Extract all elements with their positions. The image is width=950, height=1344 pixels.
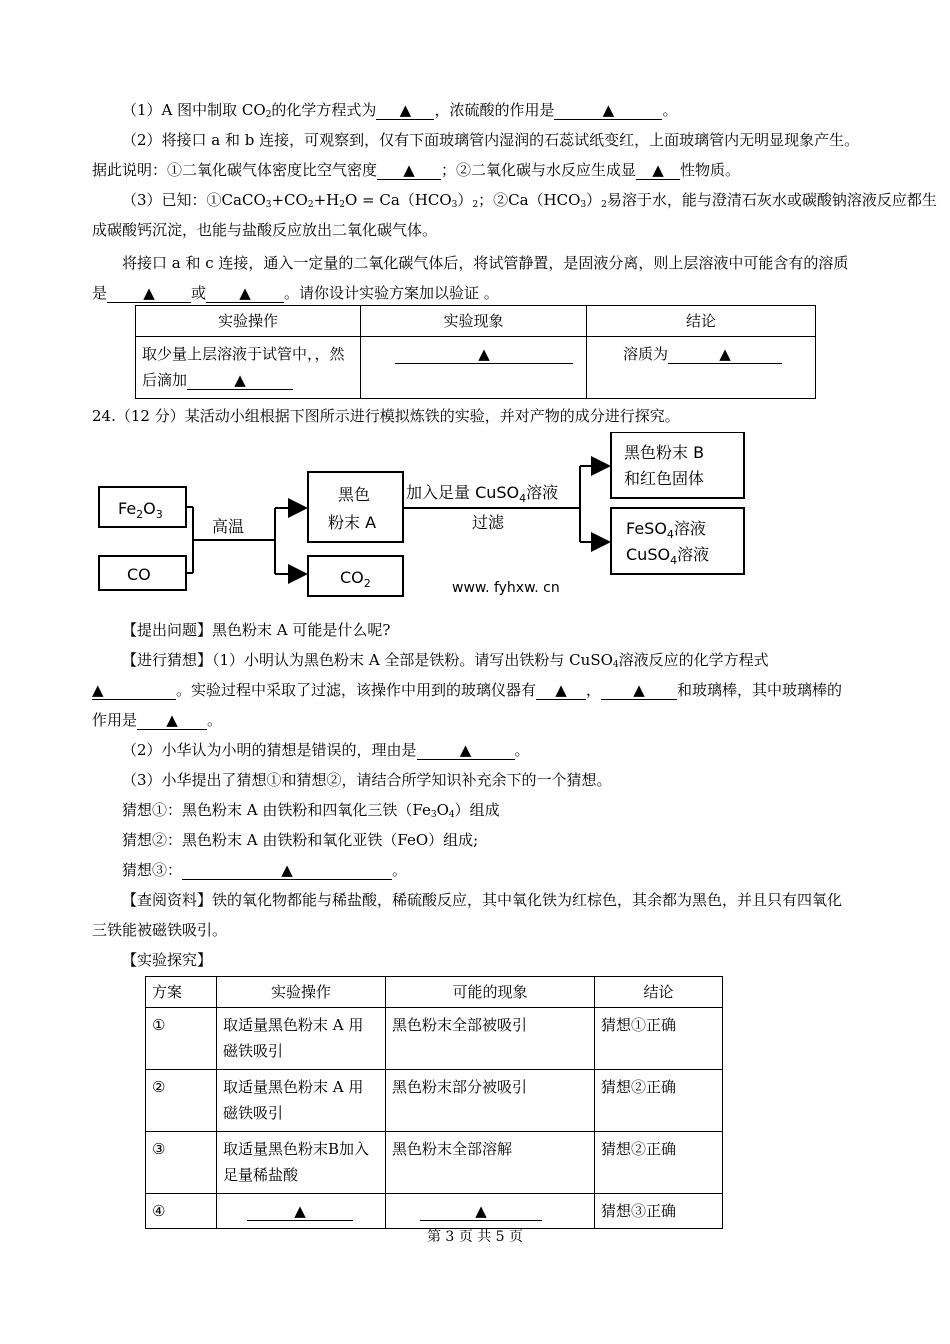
plan-number: ③ bbox=[146, 1132, 217, 1194]
answer-blank[interactable]: ▲ bbox=[395, 345, 573, 364]
question-c-line1: （3）已知：$①CaCO_3+CO_2+H_2O = Ca(HCO_3)_2$；$②Ca(HCO_3)_2$易溶于水，能与澄清石灰水或碳酸钠溶液反应都生 bbox=[122, 191, 937, 210]
table-row bbox=[146, 1194, 723, 1229]
guess-line-3: 作用是 ▲ 。 bbox=[92, 711, 223, 729]
answer-blank[interactable]: ▲ bbox=[601, 681, 677, 700]
answer-blank[interactable]: ▲ bbox=[376, 101, 434, 120]
question-b-line1: （2）将接口 a 和 b 连接，可观察到，仅有下面玻璃管内湿润的石蕊试纸变红，上面玻璃管内无明显现象产生。 bbox=[122, 131, 860, 149]
verification-table bbox=[135, 305, 816, 399]
guess-line-5: （3）小华提出了猜想①和猜想②，请结合所学知识补充余下的一个猜想。 bbox=[122, 771, 612, 789]
question-a: （1）A 图中制取 $CO_2$的化学方程式为 ▲ ，浓硫酸的作用是 ▲ 。 bbox=[122, 101, 678, 120]
phenomenon-cell bbox=[361, 337, 587, 399]
question-b-line2: 据此说明：①二氧化碳气体密度比空气密度 ▲ ；②二氧化碳与水反应生成显 ▲ 性物质。 bbox=[92, 161, 741, 179]
conjecture-1: 猜想①：黑色粉末 A 由铁粉和四氧化三铁$(Fe_3O_4)$组成 bbox=[122, 801, 500, 820]
answer-blank[interactable]: ▲ bbox=[92, 681, 176, 700]
table-header: 方案 bbox=[146, 977, 217, 1008]
fe2o3-label: $Fe_2O_3$ bbox=[118, 499, 163, 521]
cuso4-label: CuSO$_4$溶液 bbox=[626, 545, 710, 567]
question-c-line4: 是 ▲ 或 ▲ 。请你设计实验方案加以验证 。 bbox=[92, 284, 499, 302]
answer-blank[interactable]: ▲ bbox=[636, 161, 680, 180]
operation-cell: 取适量黑色粉末B加入 足量稀盐酸 bbox=[217, 1132, 386, 1194]
high-temp-label: 高温 bbox=[212, 517, 245, 536]
plan-number: ④ bbox=[146, 1194, 217, 1229]
phenomenon-cell: 黑色粉末部分被吸引 bbox=[386, 1070, 595, 1132]
guess-line-2: ▲ 。实验过程中采取了过滤，该操作中用到的玻璃仪器有 ▲ ， ▲ 和玻璃棒，其中玻璃棒的 bbox=[92, 681, 843, 699]
answer-blank[interactable]: ▲ bbox=[187, 371, 293, 390]
phenomenon-cell: 黑色粉末全部溶解 bbox=[386, 1132, 595, 1194]
answer-blank[interactable]: ▲ bbox=[417, 741, 515, 760]
guess-line-4: （2）小华认为小明的猜想是错误的，理由是 ▲ 。 bbox=[122, 741, 530, 759]
output-b-label-1: 黑色粉末 B bbox=[624, 443, 705, 462]
table-row bbox=[146, 1132, 723, 1194]
phenomenon-cell: 黑色粉末全部被吸引 bbox=[386, 1008, 595, 1070]
operation-cell: 取适量黑色粉末 A 用 磁铁吸引 bbox=[217, 1070, 386, 1132]
experiment-table bbox=[145, 976, 723, 1229]
conjecture-3: 猜想③： ▲ 。 bbox=[122, 861, 408, 879]
answer-blank[interactable]: ▲ bbox=[107, 284, 191, 303]
conclusion-cell: 猜想①正确 bbox=[595, 1008, 723, 1070]
table-header: 实验现象 bbox=[361, 306, 587, 337]
answer-blank[interactable]: ▲ bbox=[420, 1202, 542, 1221]
step1-label: 加入足量 CuSO$_4$溶液 bbox=[406, 483, 559, 505]
answer-blank[interactable]: ▲ bbox=[554, 101, 662, 120]
conjecture-2: 猜想②：黑色粉末 A 由铁粉和氧化亚铁（FeO）组成; bbox=[122, 831, 479, 849]
feso4-label: FeSO$_4$溶液 bbox=[626, 519, 706, 541]
co2-label: $CO_2$ bbox=[340, 568, 371, 590]
answer-blank[interactable]: ▲ bbox=[536, 681, 586, 700]
answer-blank[interactable]: ▲ bbox=[182, 861, 392, 880]
reference-line-2: 三铁能被磁铁吸引。 bbox=[92, 921, 228, 939]
question-24-title: 24.（12 分）某活动小组根据下图所示进行模拟炼铁的实验，并对产物的成分进行探究。 bbox=[92, 407, 680, 425]
table-header: 可能的现象 bbox=[386, 977, 595, 1008]
answer-blank[interactable]: ▲ bbox=[206, 284, 284, 303]
operation-cell bbox=[217, 1194, 386, 1229]
table-header: 实验操作 bbox=[136, 306, 361, 337]
output-b-box bbox=[611, 432, 744, 498]
co-label: CO bbox=[127, 565, 151, 584]
conclusion-cell: 猜想②正确 bbox=[595, 1070, 723, 1132]
answer-blank[interactable]: ▲ bbox=[247, 1202, 353, 1221]
plan-number: ② bbox=[146, 1070, 217, 1132]
experiment-heading: 【实验探究】 bbox=[122, 951, 213, 969]
conclusion-cell: 溶质为 ▲ bbox=[587, 337, 816, 399]
answer-blank[interactable]: ▲ bbox=[377, 161, 441, 180]
conclusion-cell: 猜想③正确 bbox=[595, 1194, 723, 1229]
reference-line-1: 【查阅资料】铁的氧化物都能与稀盐酸，稀硫酸反应，其中氧化铁为红棕色，其余都为黑色，并且只有四氧化 bbox=[122, 891, 843, 909]
powder-a-label-2: 粉末 A bbox=[328, 513, 377, 532]
question-c-line2: 成碳酸钙沉淀，也能与盐酸反应放出二氧化碳气体。 bbox=[92, 221, 438, 239]
question-c-line3: 将接口 a 和 c 连接，通入一定量的二氧化碳气体后，将试管静置，是固液分离，则上层溶液中可能含有的溶质 bbox=[122, 254, 849, 272]
guess-line-1: 【进行猜想】（1）小明认为黑色粉末 A 全部是铁粉。请写出铁粉与 CuSO$_4$溶液反应的化学方程式 bbox=[122, 651, 769, 670]
output-solution-box bbox=[611, 508, 744, 574]
page-footer: 第 3 页 共 5 页 bbox=[426, 1229, 524, 1245]
iron-smelting-diagram bbox=[90, 432, 745, 602]
conclusion-cell: 猜想②正确 bbox=[595, 1132, 723, 1194]
answer-blank[interactable]: ▲ bbox=[668, 345, 782, 364]
output-b-label-2: 和红色固体 bbox=[624, 469, 705, 488]
plan-number: ① bbox=[146, 1008, 217, 1070]
operation-cell: 取适量黑色粉末 A 用 磁铁吸引 bbox=[217, 1008, 386, 1070]
phenomenon-cell bbox=[386, 1194, 595, 1229]
powder-a-label-1: 黑色 bbox=[338, 485, 371, 504]
watermark-text: www. fyhxw. cn bbox=[452, 580, 560, 596]
table-header: 结论 bbox=[587, 306, 816, 337]
table-header: 结论 bbox=[595, 977, 723, 1008]
step2-label: 过滤 bbox=[472, 513, 505, 532]
ask-question: 【提出问题】黑色粉末 A 可能是什么呢? bbox=[122, 621, 391, 639]
table-row bbox=[146, 1008, 723, 1070]
operation-cell: 取少量上层溶液于试管中，，然 后滴加 ▲ bbox=[136, 337, 361, 399]
table-header: 实验操作 bbox=[217, 977, 386, 1008]
answer-blank[interactable]: ▲ bbox=[137, 711, 207, 730]
table-row bbox=[146, 1070, 723, 1132]
